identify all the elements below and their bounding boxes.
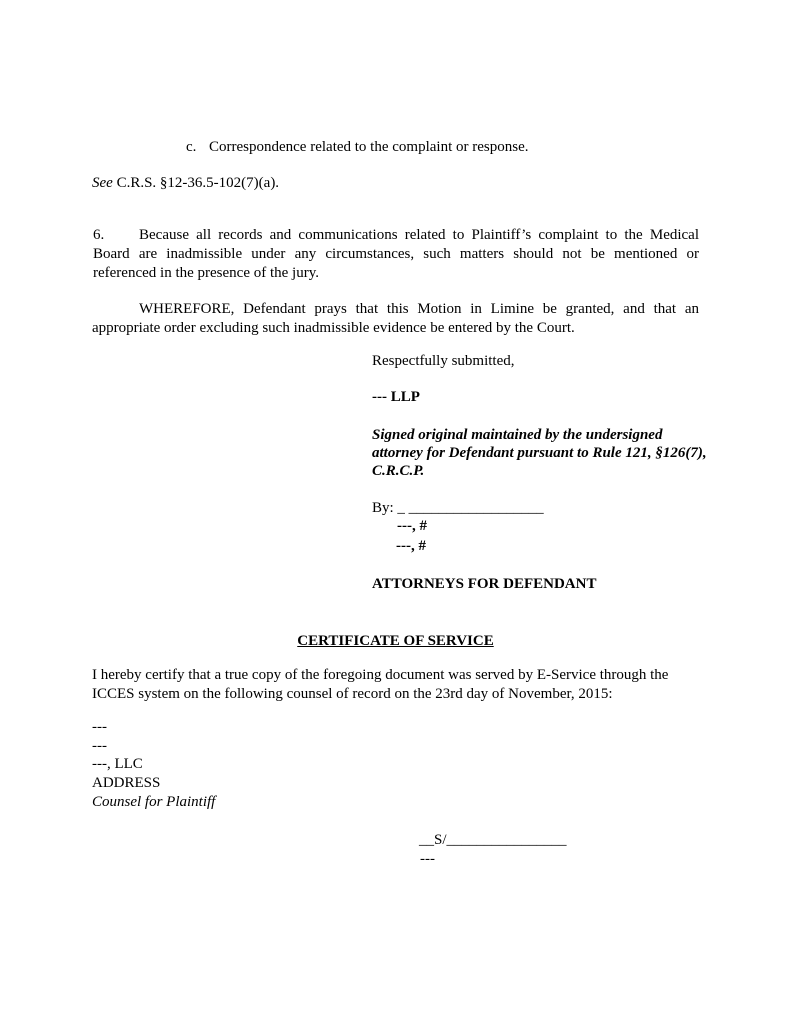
statute-citation bbox=[92, 174, 279, 193]
service-list-firm: ---, LLC bbox=[92, 756, 143, 772]
closing-line: Respectfully submitted, bbox=[372, 353, 515, 369]
signed-original-line-3: C.R.C.P. bbox=[372, 463, 425, 479]
paragraph-number: 6. bbox=[93, 227, 105, 243]
attorney-name-2: ---, # bbox=[396, 538, 426, 554]
certificate-heading: CERTIFICATE OF SERVICE bbox=[297, 633, 494, 649]
counsel-role: Counsel for Plaintiff bbox=[92, 794, 216, 810]
signature-line: By: _ __________________ bbox=[372, 500, 544, 516]
list-item-marker: c. bbox=[186, 139, 197, 155]
paragraph-6 bbox=[93, 226, 699, 283]
citation-signal: See bbox=[92, 175, 113, 191]
certificate-signature-line: __S/________________ bbox=[419, 832, 567, 848]
service-list-line-2: --- bbox=[92, 738, 107, 754]
signed-original-line-2: attorney for Defendant pursuant to Rule 121, §126(7), bbox=[372, 445, 707, 461]
service-list-line-1: --- bbox=[92, 719, 107, 735]
citation-text: C.R.S. §12-36.5-102(7)(a). bbox=[112, 175, 280, 191]
attorney-name-1: ---, # bbox=[397, 518, 427, 534]
list-item-text: Correspondence related to the complaint or response. bbox=[209, 139, 529, 155]
paragraph-text: Because all records and communications related to Plaintiff’s complaint to the Medical Board are inadmissible under any circumstances, such matters should not be mentioned or referenced in the presence of the jury. bbox=[93, 227, 699, 281]
signed-original-line-1: Signed original maintained by the undersigned bbox=[372, 427, 663, 443]
certificate-signer: --- bbox=[420, 851, 435, 867]
service-list-address: ADDRESS bbox=[92, 775, 161, 791]
firm-name: --- LLP bbox=[372, 389, 420, 405]
wherefore-clause: WHEREFORE, Defendant prays that this Motion in Limine be granted, and that an appropriate order excluding such inadmissible evidence be entered by the Court. bbox=[92, 301, 699, 336]
certificate-body: I hereby certify that a true copy of the foregoing document was served by E-Service through the ICCES system on the following counsel of record on the 23rd day of November, 2015: bbox=[92, 667, 669, 702]
attorneys-for-defendant: ATTORNEYS FOR DEFENDANT bbox=[372, 576, 597, 592]
